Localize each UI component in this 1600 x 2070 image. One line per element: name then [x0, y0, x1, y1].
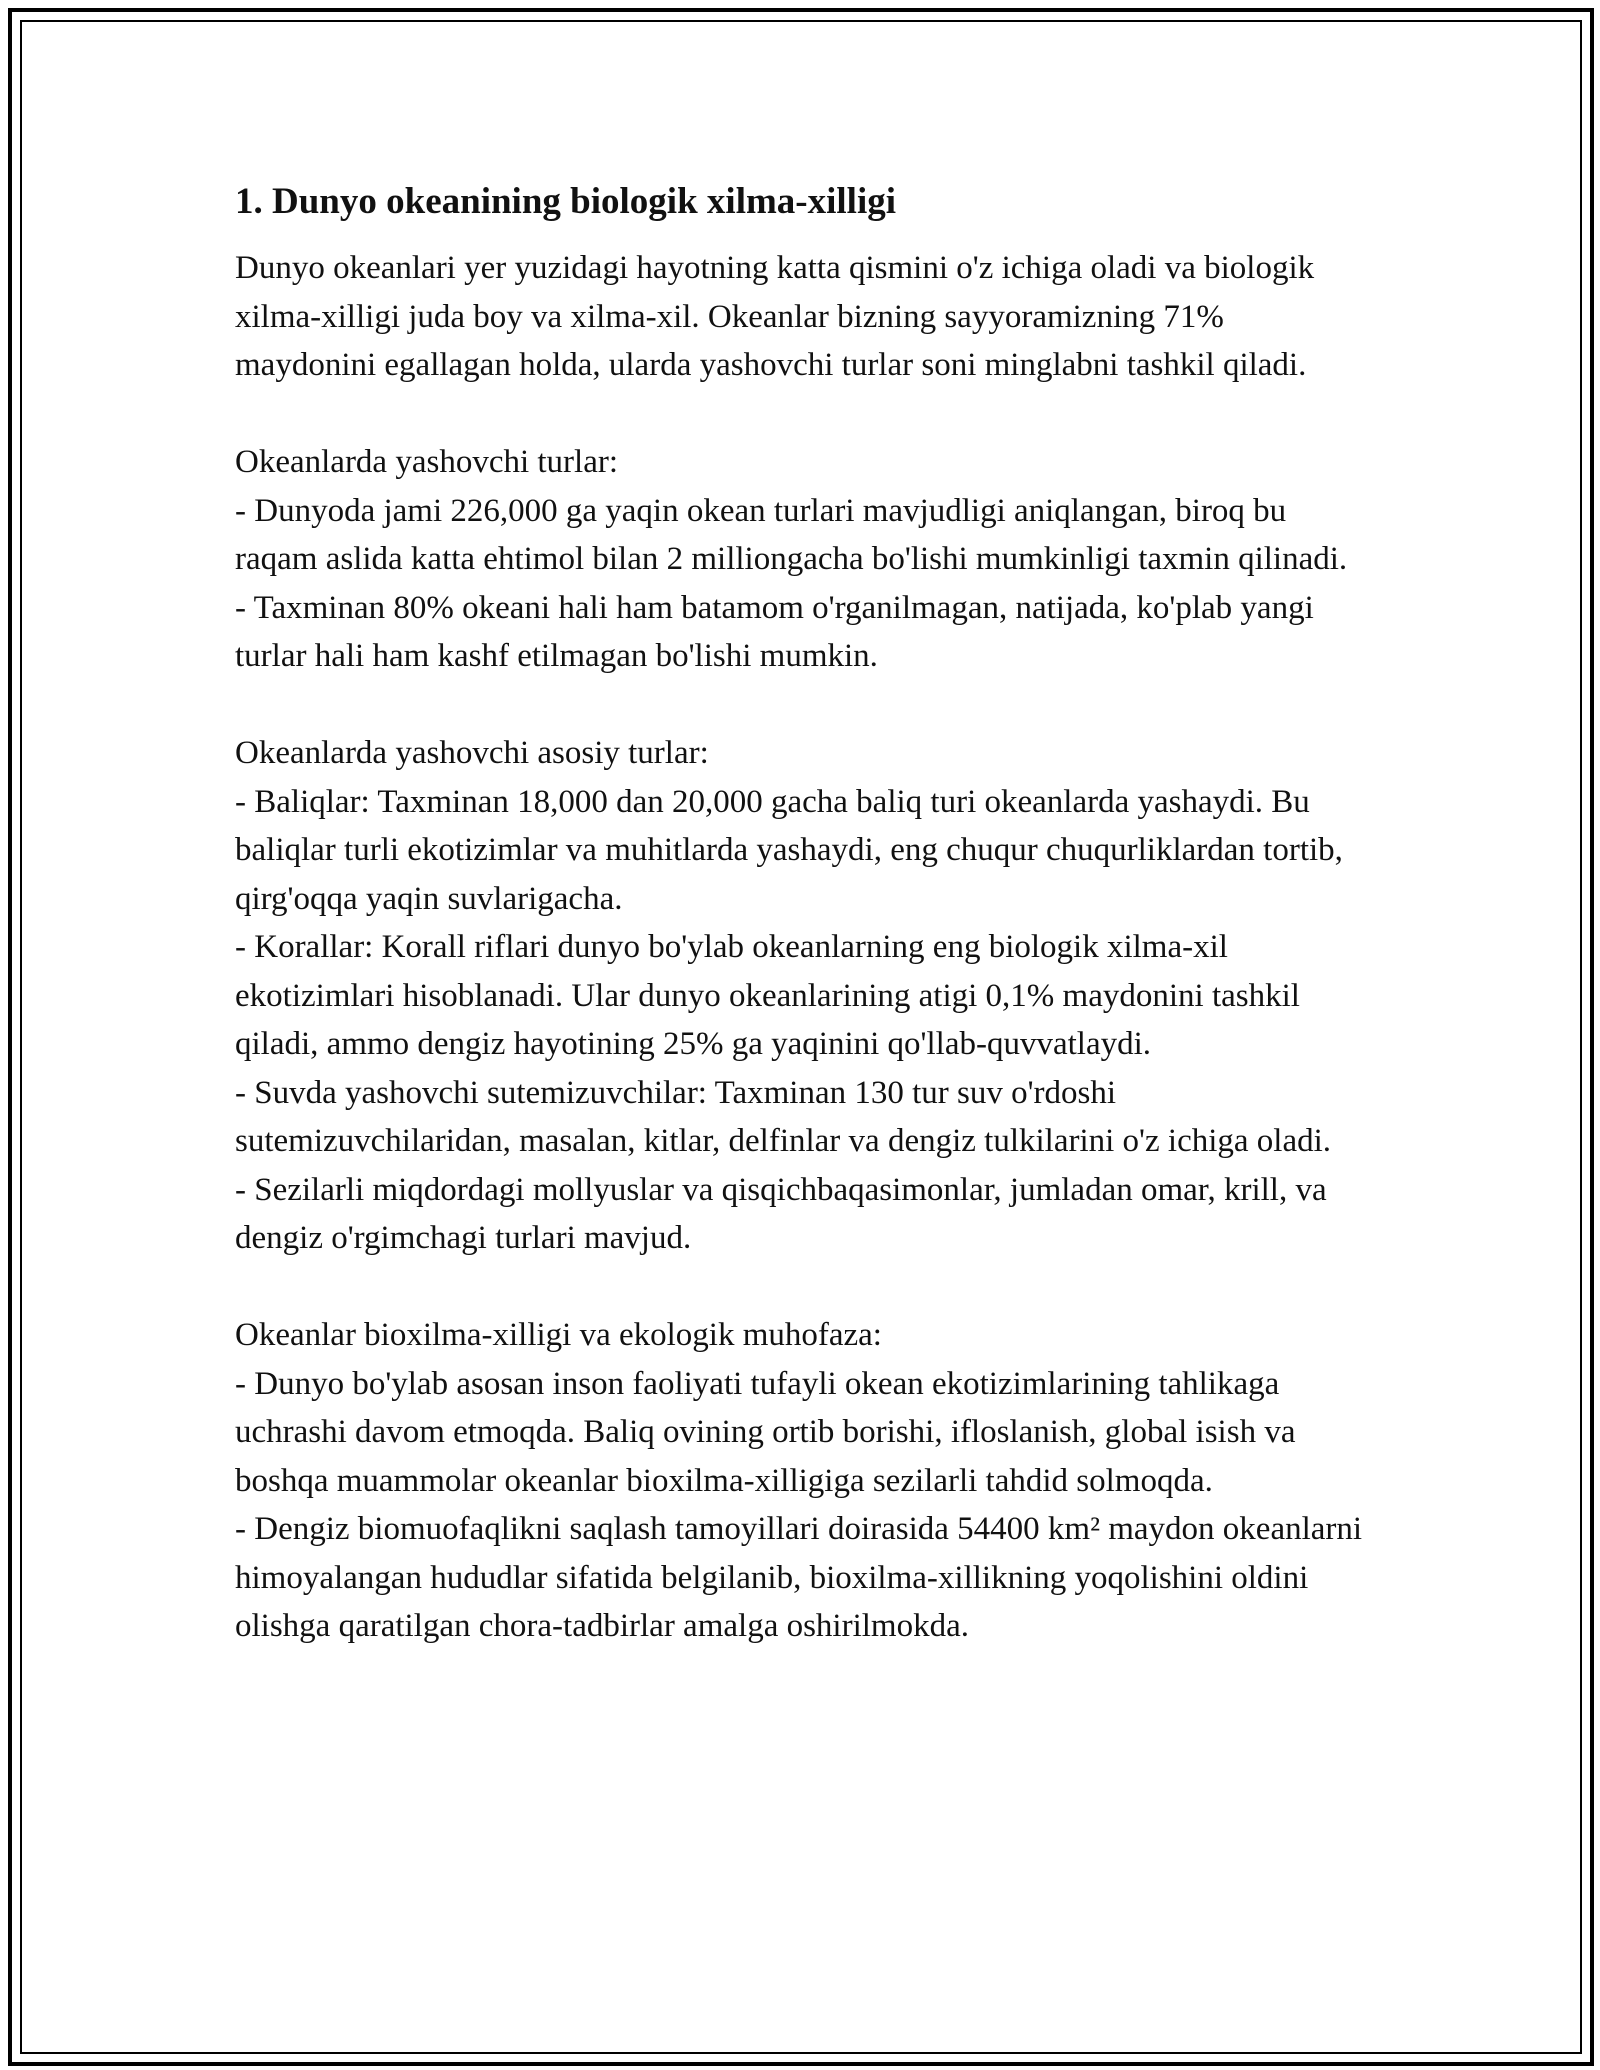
section-heading: Okeanlarda yashovchi asosiy turlar:	[235, 735, 709, 771]
section-heading: Okeanlarda yashovchi turlar:	[235, 444, 619, 480]
section-heading: Okeanlar bioxilma-xilligi va ekologik muhofaza:	[235, 1317, 882, 1353]
list-item: - Baliqlar: Taxminan 18,000 dan 20,000 gacha baliq turi okeanlarda yashaydi. Bu baliqlar turli ekotizimlar va muhitlarda yashaydi, eng chuqur chuqurliklardan tortib, qirg'oqqa yaqin suvlarigacha.	[235, 783, 1343, 917]
list-item: - Dunyoda jami 226,000 ga yaqin okean turlari mavjudligi aniqlangan, biroq bu raqam aslida katta ehtimol bilan 2 milliongacha bo'lishi mumkinligi taxmin qilinadi.	[235, 492, 1348, 577]
list-item: - Suvda yashovchi sutemizuvchilar: Taxminan 130 tur suv o'rdoshi sutemizuvchilaridan, masalan, kitlar, delfinlar va dengiz tulkilarini o'z ichiga oladi.	[235, 1074, 1332, 1159]
list-item: - Korallar: Korall riflari dunyo bo'ylab okeanlarning eng biologik xilma-xil ekotizimlari hisoblanadi. Ular dunyo okeanlarining atigi 0,1% maydonini tashkil qiladi, ammo dengiz hayotining 25% ga yaqinini qo'llab-quvvatlaydi.	[235, 929, 1300, 1062]
list-item: - Sezilarli miqdordagi mollyuslar va qisqichbaqasimonlar, jumladan omar, krill, va dengiz o'rgimchagi turlari mavjud.	[235, 1171, 1327, 1256]
intro-paragraph: Dunyo okeanlari yer yuzidagi hayotning katta qismini o'z ichiga oladi va biologik xilma-xilligi juda boy va xilma-xil. Okeanlar bizning sayyoramizning 71% maydonini egallagan holda, ularda yashovchi turlar soni minglabni tashkil qiladi.	[235, 250, 1315, 383]
list-item: - Taxminan 80% okeani hali ham batamom o'rganilmagan, natijada, ko'plab yangi turlar hali ham kashf etilmagan bo'lishi mumkin.	[235, 589, 1314, 674]
list-item: - Dunyo bo'ylab asosan inson faoliyati tufayli okean ekotizimlarining tahlikaga uchrashi davom etmoqda. Baliq ovining ortib borishi, ifloslanish, global isish va boshqa muammolar okeanlar bioxilma-xilligiga sezilarli tahdid solmoqda.	[235, 1365, 1296, 1499]
list-item: - Dengiz biomuofaqlikni saqlash tamoyillari doirasida 54400 km² maydon okeanlarni himoyalangan hududlar sifatida belgilanib, bioxilma-xillikning yoqolishini oldini olishga qaratilgan chora-tadbirlar amalga oshirilmokda.	[235, 1511, 1363, 1644]
section-main-species	[235, 729, 1370, 1263]
section-species	[235, 438, 1370, 681]
document-body	[235, 178, 1370, 1651]
document-title: 1. Dunyo okeanining biologik xilma-xilligi	[235, 181, 897, 222]
section-conservation	[235, 1311, 1370, 1651]
